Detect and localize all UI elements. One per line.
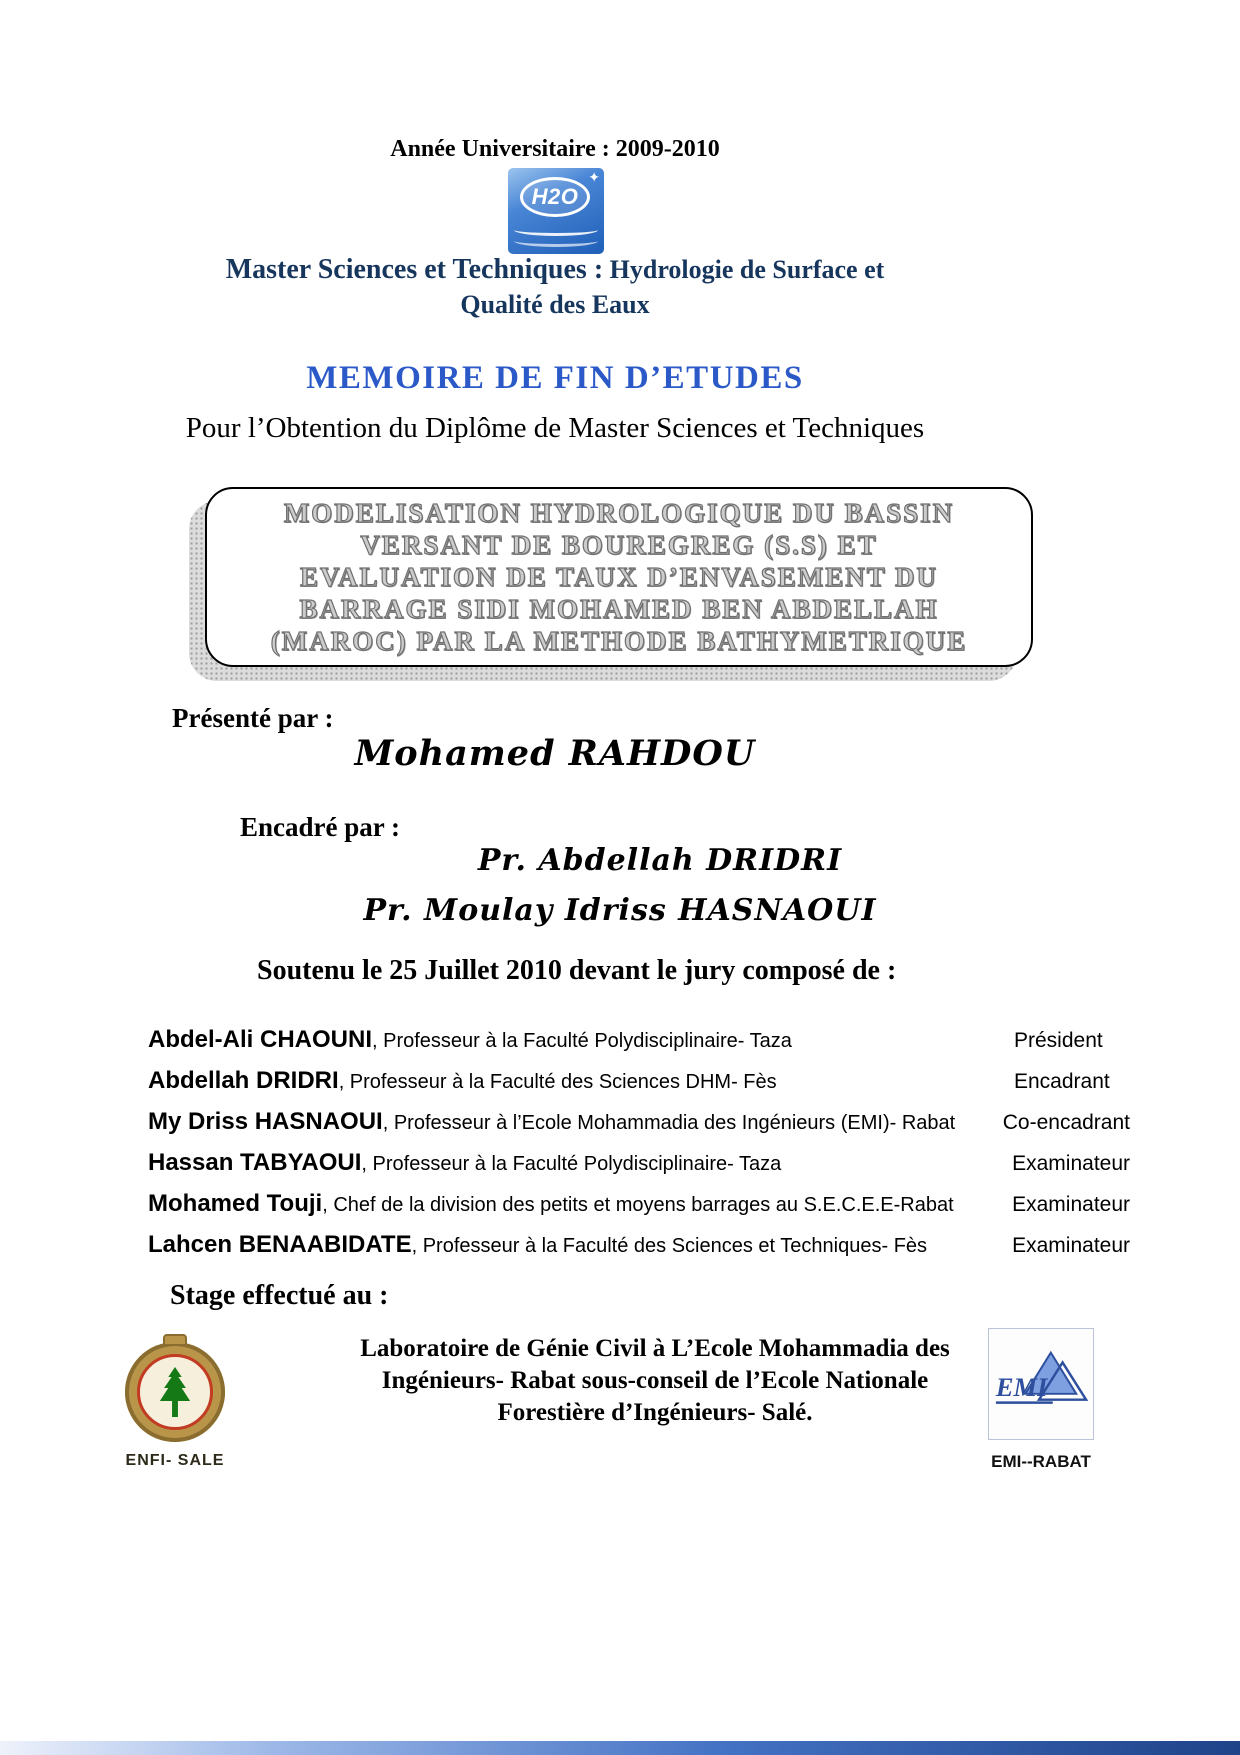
jury-member-role: Examinateur bbox=[1012, 1193, 1130, 1216]
defense-statement: Soutenu le 25 Juillet 2010 devant le jury composé de : bbox=[257, 955, 897, 986]
jury-member-affiliation: , Chef de la division des petits et moyens barrages au S.E.C.E.E-Rabat bbox=[322, 1194, 954, 1216]
supervisor-name-2: Pr. Moulay Idriss HASNAOUI bbox=[363, 893, 877, 928]
jury-member-name: Mohamed Touji bbox=[148, 1190, 323, 1217]
supervisor-name-1: Pr. Abdellah DRIDRI bbox=[477, 843, 843, 878]
jury-member-affiliation: , Professeur à la Faculté des Sciences et Techniques- Fès bbox=[411, 1235, 928, 1257]
presented-by-label: Présenté par : bbox=[172, 703, 334, 733]
memoire-heading: MEMOIRE DE FIN D’ETUDES bbox=[306, 360, 804, 396]
internship-lab bbox=[330, 1333, 980, 1429]
jury-member-name: Hassan TABYAOUI bbox=[148, 1149, 362, 1176]
thesis-title-line: MODELISATION HYDROLOGIQUE DU BASSIN bbox=[283, 498, 955, 528]
jury-row bbox=[148, 1149, 1130, 1177]
jury-row bbox=[148, 1067, 1130, 1095]
jury-member-name: Lahcen BENAABIDATE bbox=[148, 1231, 412, 1258]
tree-icon bbox=[154, 1367, 196, 1417]
h2o-logo bbox=[508, 168, 604, 254]
emi-mountains-icon bbox=[992, 1336, 1090, 1432]
jury-member-role: Encadrant bbox=[1014, 1070, 1110, 1093]
jury-member-role: Examinateur bbox=[1012, 1152, 1130, 1175]
program-title-line2: Qualité des Eaux bbox=[460, 290, 650, 319]
internship-lab-line: Ingénieurs- Rabat sous-conseil de l’Ecole Nationale bbox=[381, 1367, 929, 1394]
thesis-title-line: VERSANT DE BOUREGREG (S.S) ET bbox=[360, 530, 878, 560]
jury-row bbox=[148, 1231, 1130, 1259]
thesis-title-line: BARRAGE SIDI MOHAMED BEN ABDELLAH bbox=[299, 594, 939, 624]
emi-logo-block bbox=[986, 1328, 1096, 1472]
jury-row bbox=[148, 1026, 1130, 1054]
thesis-title-box bbox=[205, 487, 1033, 667]
jury-member-role: Examinateur bbox=[1012, 1234, 1130, 1257]
jury-list bbox=[148, 1026, 1130, 1259]
emi-caption: EMI--RABAT bbox=[991, 1452, 1091, 1471]
emi-logo-text: EMI bbox=[995, 1371, 1048, 1402]
h2o-oval bbox=[520, 177, 590, 217]
internship-label: Stage effectué au : bbox=[170, 1280, 389, 1311]
supervised-by-label: Encadré par : bbox=[240, 812, 400, 842]
crown-icon bbox=[163, 1334, 187, 1346]
jury-member-affiliation: , Professeur à la Faculté des Sciences DHM- Fès bbox=[338, 1071, 777, 1093]
program-title bbox=[0, 254, 1110, 286]
h2o-logo-text: H2O bbox=[531, 184, 579, 209]
enfi-emblem-icon bbox=[125, 1342, 225, 1442]
jury-member-affiliation: , Professeur à la Faculté Polydisciplinaire- Taza bbox=[361, 1153, 782, 1175]
enfi-inner-ring bbox=[137, 1354, 213, 1430]
jury-row bbox=[148, 1108, 1130, 1136]
jury-member-affiliation: , Professeur à l’Ecole Mohammadia des Ingénieurs (EMI)- Rabat bbox=[382, 1112, 956, 1134]
footer-gradient-bar bbox=[0, 1741, 1240, 1755]
emi-logo-icon bbox=[988, 1328, 1094, 1440]
thesis-title-line: EVALUATION DE TAUX D’ENVASEMENT DU bbox=[299, 562, 939, 592]
jury-row bbox=[148, 1190, 1130, 1218]
jury-member-affiliation: , Professeur à la Faculté Polydisciplinaire- Taza bbox=[372, 1030, 792, 1052]
internship-lab-line: Laboratoire de Génie Civil à L’Ecole Mohammadia des bbox=[360, 1335, 950, 1362]
internship-lab-line: Forestière d’Ingénieurs- Salé. bbox=[497, 1399, 813, 1426]
wave-icon bbox=[514, 235, 598, 247]
author-name: Mohamed RAHDOU bbox=[354, 733, 756, 774]
program-title-rest: Hydrologie de Surface et bbox=[603, 255, 885, 284]
thesis-title-line: (MAROC) PAR LA METHODE BATHYMETRIQUE bbox=[270, 626, 968, 656]
jury-member-role: Co-encadrant bbox=[1002, 1111, 1130, 1134]
jury-member-name: Abdel-Ali CHAOUNI bbox=[148, 1026, 372, 1053]
enfi-logo-block bbox=[120, 1342, 230, 1470]
sparkle-icon: ✦ bbox=[588, 171, 600, 186]
jury-member-name: My Driss HASNAOUI bbox=[148, 1108, 383, 1135]
program-title-bold: Master Sciences et Techniques : bbox=[225, 254, 604, 285]
jury-member-role: Président bbox=[1014, 1029, 1103, 1052]
memoire-subheading: Pour l’Obtention du Diplôme de Master Sciences et Techniques bbox=[185, 412, 925, 444]
enfi-caption: ENFI- SALE bbox=[125, 1452, 225, 1469]
academic-year: Année Universitaire : 2009-2010 bbox=[390, 136, 720, 162]
thesis-title-frame bbox=[205, 487, 1033, 667]
jury-member-name: Abdellah DRIDRI bbox=[148, 1067, 339, 1094]
